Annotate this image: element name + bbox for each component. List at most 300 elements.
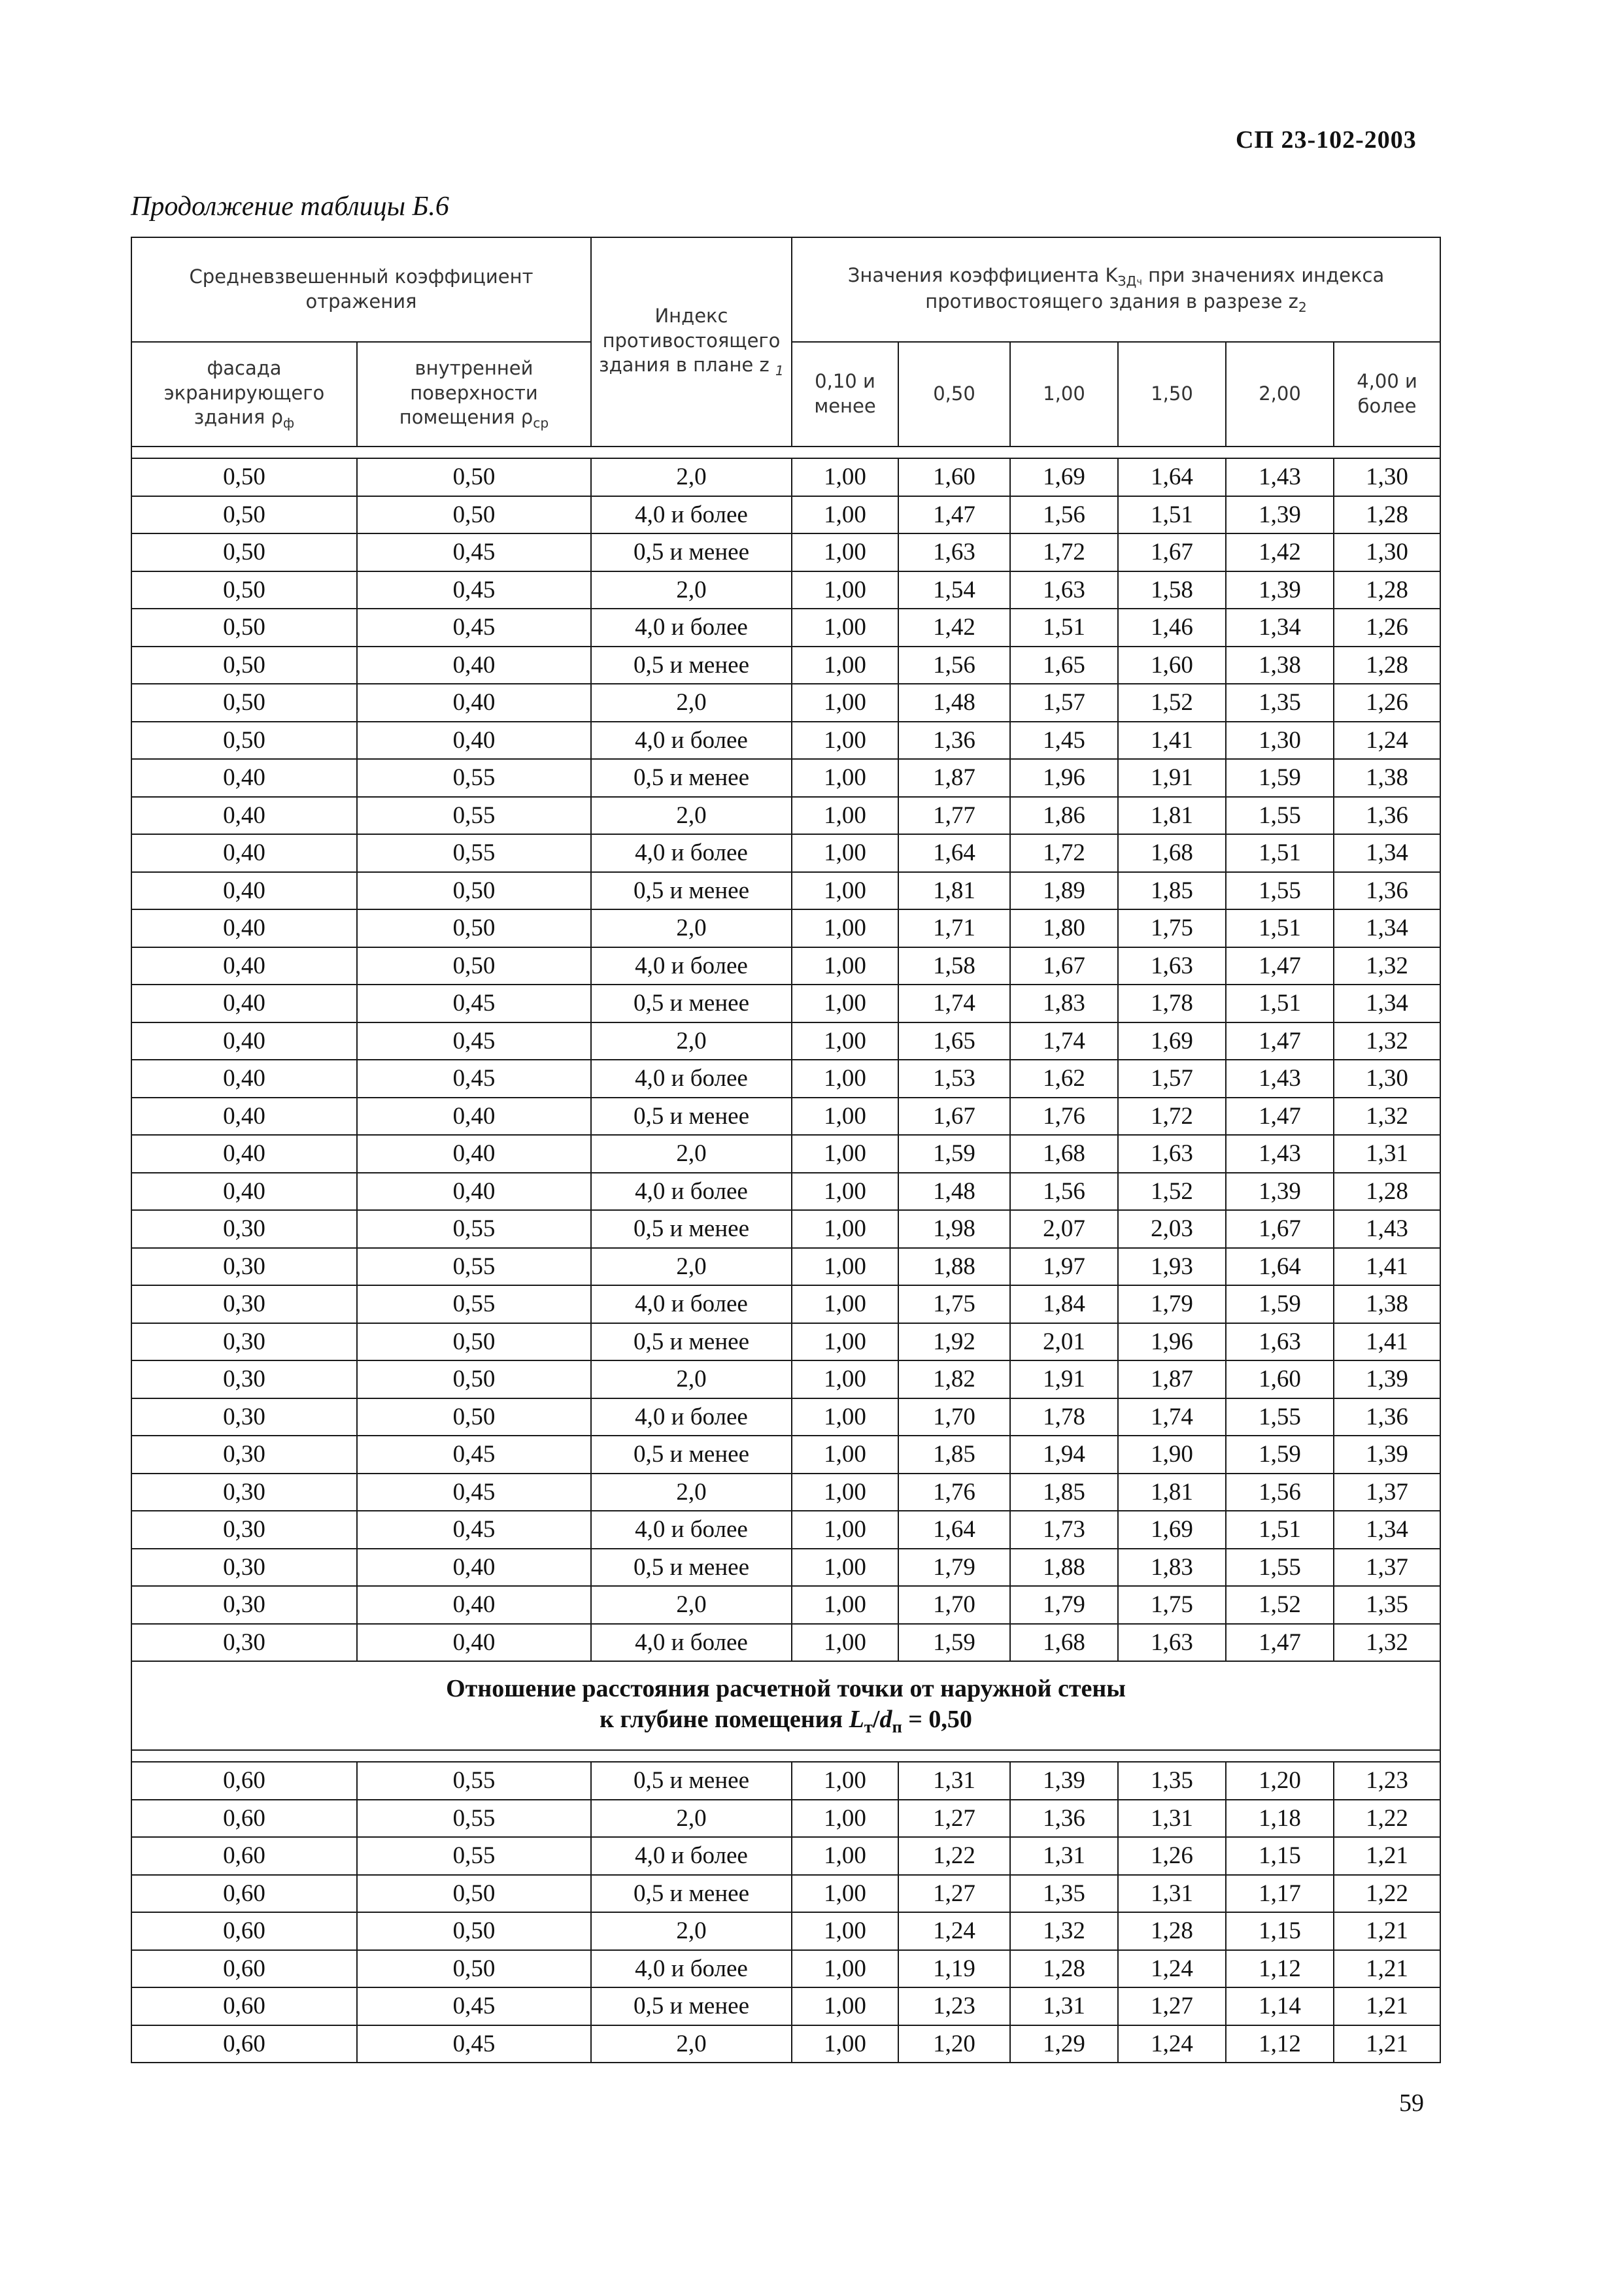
table-cell: 1,43 xyxy=(1226,1060,1334,1098)
table-cell: 1,24 xyxy=(1118,2025,1226,2063)
table-cell: 0,55 xyxy=(357,797,591,835)
table-cell: 1,34 xyxy=(1334,834,1440,872)
table-cell: 1,55 xyxy=(1226,1398,1334,1436)
table-cell: 1,48 xyxy=(898,1173,1010,1211)
table-cell: 1,00 xyxy=(792,1987,898,2025)
table-cell: 1,55 xyxy=(1226,872,1334,910)
table-cell: 1,00 xyxy=(792,909,898,947)
table-cell: 1,36 xyxy=(1334,797,1440,835)
header-interior-reflection: внутренней поверхности помещения $\rho_{ср}$ xyxy=(357,342,591,447)
table-cell: 1,31 xyxy=(1118,1800,1226,1838)
table-cell: 0,30 xyxy=(131,1549,357,1587)
table-cell: 1,64 xyxy=(1226,1248,1334,1286)
table-row xyxy=(131,797,1440,835)
table-cell: 1,65 xyxy=(898,1022,1010,1060)
table-cell: 1,38 xyxy=(1334,1285,1440,1323)
table-cell: 1,47 xyxy=(898,496,1010,534)
table-cell: 1,00 xyxy=(792,1098,898,1136)
table-cell: 0,50 xyxy=(131,609,357,647)
table-cell: 1,72 xyxy=(1118,1098,1226,1136)
table-cell: 0,50 xyxy=(357,872,591,910)
table-cell: 0,45 xyxy=(357,1987,591,2025)
table-row xyxy=(131,1173,1440,1211)
table-cell: 0,50 xyxy=(131,684,357,722)
section-heading-line2: к глубине помещения $L_т/d_п = 0,50$ xyxy=(600,1706,972,1737)
table-cell: 2,0 xyxy=(591,1800,792,1838)
table-cell: 1,32 xyxy=(1334,1624,1440,1662)
table-cell: 0,60 xyxy=(131,1950,357,1988)
table-cell: 1,97 xyxy=(1010,1248,1118,1286)
table-cell: 1,39 xyxy=(1334,1436,1440,1474)
table-cell: 1,00 xyxy=(792,1762,898,1800)
table-cell: 1,51 xyxy=(1226,985,1334,1022)
table-cell: 1,14 xyxy=(1226,1987,1334,2025)
table-cell: 0,40 xyxy=(357,1173,591,1211)
table-row xyxy=(131,1800,1440,1838)
table-cell: 0,55 xyxy=(357,1837,591,1875)
table-row xyxy=(131,1912,1440,1950)
table-cell: 0,55 xyxy=(357,1762,591,1800)
table-cell: 1,00 xyxy=(792,609,898,647)
table-cell: 1,23 xyxy=(1334,1762,1440,1800)
table-cell: 1,63 xyxy=(1118,1135,1226,1173)
table-cell: 0,30 xyxy=(131,1511,357,1549)
table-cell: 1,00 xyxy=(792,496,898,534)
table-row xyxy=(131,909,1440,947)
table-cell: 1,00 xyxy=(792,1624,898,1662)
table-cell: 0,40 xyxy=(357,722,591,760)
table-cell: 1,79 xyxy=(898,1549,1010,1587)
table-cell: 1,30 xyxy=(1226,722,1334,760)
table-cell: 1,30 xyxy=(1334,533,1440,571)
table-cell: 1,53 xyxy=(898,1060,1010,1098)
table-cell: 1,27 xyxy=(1118,1987,1226,2025)
table-cell: 1,78 xyxy=(1010,1398,1118,1436)
table-cell: 1,26 xyxy=(1334,609,1440,647)
table-cell: 0,55 xyxy=(357,759,591,797)
table-cell: 4,0 и более xyxy=(591,722,792,760)
table-cell: 1,31 xyxy=(1010,1987,1118,2025)
table-cell: 1,00 xyxy=(792,834,898,872)
header-index-plan: Индекс противостоящего здания в плане z $_1$ xyxy=(591,237,792,447)
table-cell: 1,36 xyxy=(1334,1398,1440,1436)
table-row xyxy=(131,684,1440,722)
table-cell: 1,55 xyxy=(1226,797,1334,835)
table-cell: 1,51 xyxy=(1226,834,1334,872)
table-cell: 1,00 xyxy=(792,722,898,760)
table-row xyxy=(131,1323,1440,1361)
table-cell: 1,26 xyxy=(1334,684,1440,722)
table-cell: 1,34 xyxy=(1226,609,1334,647)
table-cell: 1,59 xyxy=(1226,1436,1334,1474)
table-cell: 1,28 xyxy=(1334,647,1440,684)
table-row xyxy=(131,985,1440,1022)
header-z2-col-0: 0,10 и менее xyxy=(792,342,898,447)
table-cell: 0,40 xyxy=(131,1060,357,1098)
table-cell: 1,36 xyxy=(1334,872,1440,910)
table-cell: 0,45 xyxy=(357,609,591,647)
table-cell: 4,0 и более xyxy=(591,1624,792,1662)
table-cell: 1,34 xyxy=(1334,909,1440,947)
table-cell: 1,31 xyxy=(1334,1135,1440,1173)
section-heading-line1: Отношение расстояния расчетной точки от наружной стены xyxy=(446,1674,1126,1702)
table-row xyxy=(131,1837,1440,1875)
table-cell: 1,94 xyxy=(1010,1436,1118,1474)
table-cell: 2,01 xyxy=(1010,1323,1118,1361)
table-cell: 0,50 xyxy=(131,647,357,684)
table-cell: 0,50 xyxy=(357,1323,591,1361)
table-row xyxy=(131,1987,1440,2025)
table-cell: 0,50 xyxy=(357,909,591,947)
table-cell: 0,30 xyxy=(131,1436,357,1474)
table-cell: 1,00 xyxy=(792,1875,898,1913)
table-cell: 0,40 xyxy=(131,947,357,985)
table-row xyxy=(131,1360,1440,1398)
table-cell: 1,88 xyxy=(1010,1549,1118,1587)
table-cell: 1,38 xyxy=(1334,759,1440,797)
table-cell: 1,56 xyxy=(1226,1474,1334,1511)
table-cell: 1,31 xyxy=(898,1762,1010,1800)
table-row xyxy=(131,1624,1440,1662)
table-cell: 1,43 xyxy=(1226,1135,1334,1173)
table-cell: 1,72 xyxy=(1010,533,1118,571)
table-cell: 1,79 xyxy=(1118,1285,1226,1323)
table-cell: 2,0 xyxy=(591,1135,792,1173)
table-cell: 1,32 xyxy=(1334,1098,1440,1136)
table-cell: 1,76 xyxy=(898,1474,1010,1511)
table-body xyxy=(131,447,1440,2063)
table-cell: 0,40 xyxy=(131,985,357,1022)
table-cell: 0,30 xyxy=(131,1360,357,1398)
table-cell: 1,92 xyxy=(898,1323,1010,1361)
table-row xyxy=(131,533,1440,571)
table-cell: 1,00 xyxy=(792,872,898,910)
table-cell: 1,63 xyxy=(1118,1624,1226,1662)
table-cell: 0,50 xyxy=(357,1912,591,1950)
table-cell: 1,87 xyxy=(1118,1360,1226,1398)
table-cell: 1,83 xyxy=(1010,985,1118,1022)
table-cell: 1,15 xyxy=(1226,1837,1334,1875)
table-cell: 1,36 xyxy=(1010,1800,1118,1838)
table-cell: 0,40 xyxy=(357,1098,591,1136)
table-cell: 1,00 xyxy=(792,1173,898,1211)
table-cell: 1,58 xyxy=(898,947,1010,985)
table-cell: 4,0 и более xyxy=(591,609,792,647)
table-cell: 0,5 и менее xyxy=(591,533,792,571)
table-cell: 0,5 и менее xyxy=(591,1323,792,1361)
table-cell: 1,81 xyxy=(1118,1474,1226,1511)
table-cell: 1,59 xyxy=(1226,759,1334,797)
header-reflection-group xyxy=(131,237,591,342)
table-cell: 1,75 xyxy=(898,1285,1010,1323)
table-cell: 1,75 xyxy=(1118,909,1226,947)
table-cell: 1,85 xyxy=(1118,872,1226,910)
table-cell: 1,24 xyxy=(1334,722,1440,760)
table-cell: 1,67 xyxy=(1010,947,1118,985)
section-heading-row xyxy=(131,1661,1440,1750)
table-cell: 0,40 xyxy=(357,1586,591,1624)
table-cell: 1,22 xyxy=(898,1837,1010,1875)
table-row xyxy=(131,609,1440,647)
table-cell: 1,24 xyxy=(1118,1950,1226,1988)
table-cell: 0,30 xyxy=(131,1323,357,1361)
table-cell: 4,0 и более xyxy=(591,834,792,872)
table-cell: 4,0 и более xyxy=(591,1060,792,1098)
table-cell: 1,28 xyxy=(1334,571,1440,609)
table-cell: 1,69 xyxy=(1118,1022,1226,1060)
table-cell: 1,00 xyxy=(792,1800,898,1838)
table-cell: 0,5 и менее xyxy=(591,647,792,684)
table-cell: 0,50 xyxy=(357,947,591,985)
table-cell: 0,45 xyxy=(357,571,591,609)
table-cell: 0,50 xyxy=(357,1875,591,1913)
table-cell: 0,40 xyxy=(131,1022,357,1060)
table-cell: 1,60 xyxy=(1118,647,1226,684)
table-cell: 0,40 xyxy=(357,647,591,684)
table-cell: 1,38 xyxy=(1226,647,1334,684)
table-cell: 1,86 xyxy=(1010,797,1118,835)
table-cell: 0,30 xyxy=(131,1586,357,1624)
table-cell: 1,84 xyxy=(1010,1285,1118,1323)
table-cell: 1,42 xyxy=(1226,533,1334,571)
table-cell: 1,51 xyxy=(1010,609,1118,647)
table-cell: 1,43 xyxy=(1226,458,1334,496)
table-cell: 1,28 xyxy=(1010,1950,1118,1988)
table-cell: 0,40 xyxy=(131,759,357,797)
table-cell: 1,34 xyxy=(1334,985,1440,1022)
table-cell: 1,30 xyxy=(1334,1060,1440,1098)
table-cell: 0,50 xyxy=(357,1360,591,1398)
header-z2-col-1: 0,50 xyxy=(898,342,1010,447)
table-cell: 1,87 xyxy=(898,759,1010,797)
table-cell: 1,23 xyxy=(898,1987,1010,2025)
table-cell: 1,85 xyxy=(898,1436,1010,1474)
table-cell: 0,50 xyxy=(357,1950,591,1988)
table-cell: 1,56 xyxy=(1010,1173,1118,1211)
table-cell: 0,5 и менее xyxy=(591,1098,792,1136)
table-cell: 1,74 xyxy=(1118,1398,1226,1436)
table-cell: 1,24 xyxy=(898,1912,1010,1950)
table-cell: 0,50 xyxy=(131,458,357,496)
table-cell: 1,00 xyxy=(792,1511,898,1549)
table-cell: 1,19 xyxy=(898,1950,1010,1988)
table-cell: 0,55 xyxy=(357,1285,591,1323)
table-cell: 1,00 xyxy=(792,1950,898,1988)
table-cell: 1,37 xyxy=(1334,1549,1440,1587)
table-cell: 1,29 xyxy=(1010,2025,1118,2063)
table-cell: 0,45 xyxy=(357,985,591,1022)
table-cell: 1,83 xyxy=(1118,1549,1226,1587)
table-cell: 1,51 xyxy=(1226,909,1334,947)
table-cell: 1,72 xyxy=(1010,834,1118,872)
table-row xyxy=(131,872,1440,910)
header-spacer-row xyxy=(131,447,1440,458)
table-cell: 0,55 xyxy=(357,1248,591,1286)
table-cell: 1,57 xyxy=(1118,1060,1226,1098)
table-cell: 0,40 xyxy=(357,1624,591,1662)
table-cell: 0,5 и менее xyxy=(591,1762,792,1800)
table-cell: 0,40 xyxy=(131,872,357,910)
table-cell: 1,31 xyxy=(1010,1837,1118,1875)
table-cell: 1,47 xyxy=(1226,1022,1334,1060)
table-cell: 1,54 xyxy=(898,571,1010,609)
table-cell: 2,0 xyxy=(591,1912,792,1950)
table-cell: 0,60 xyxy=(131,1762,357,1800)
table-cell: 1,51 xyxy=(1226,1511,1334,1549)
table-cell: 0,40 xyxy=(357,684,591,722)
table-cell: 0,60 xyxy=(131,1800,357,1838)
table-cell: 0,45 xyxy=(357,1060,591,1098)
header-z2-col-2: 1,00 xyxy=(1010,342,1118,447)
table-cell: 4,0 и более xyxy=(591,1511,792,1549)
table-cell: 1,20 xyxy=(1226,1762,1334,1800)
table-cell: 1,52 xyxy=(1118,1173,1226,1211)
table-cell: 1,35 xyxy=(1226,684,1334,722)
table-cell: 1,15 xyxy=(1226,1912,1334,1950)
table-cell: 1,59 xyxy=(898,1135,1010,1173)
table-cell: 0,40 xyxy=(131,1173,357,1211)
table-cell: 0,5 и менее xyxy=(591,872,792,910)
table-cell: 1,56 xyxy=(1010,496,1118,534)
table-cell: 1,64 xyxy=(898,834,1010,872)
table-cell: 1,22 xyxy=(1334,1875,1440,1913)
table-cell: 1,00 xyxy=(792,985,898,1022)
table-cell: 2,0 xyxy=(591,1474,792,1511)
table-cell: 1,47 xyxy=(1226,1098,1334,1136)
table-continuation-title: Продолжение таблицы Б.6 xyxy=(131,192,449,222)
table-row xyxy=(131,834,1440,872)
table-cell: 1,41 xyxy=(1334,1248,1440,1286)
table-cell: 1,00 xyxy=(792,1398,898,1436)
table-cell: 1,59 xyxy=(898,1624,1010,1662)
table-cell: 1,77 xyxy=(898,797,1010,835)
table-cell: 0,5 и менее xyxy=(591,1549,792,1587)
table-row xyxy=(131,571,1440,609)
table-cell: 1,39 xyxy=(1226,496,1334,534)
table-cell: 0,50 xyxy=(131,533,357,571)
table-cell: 4,0 и более xyxy=(591,1950,792,1988)
table-cell: 0,55 xyxy=(357,834,591,872)
table-row xyxy=(131,647,1440,684)
table-cell: 1,00 xyxy=(792,1474,898,1511)
table-row xyxy=(131,1586,1440,1624)
table-cell: 1,56 xyxy=(898,647,1010,684)
table-row xyxy=(131,496,1440,534)
table-cell: 1,00 xyxy=(792,684,898,722)
table-cell: 0,40 xyxy=(131,834,357,872)
table-cell: 1,63 xyxy=(1010,571,1118,609)
table-row xyxy=(131,1285,1440,1323)
table-cell: 1,96 xyxy=(1118,1323,1226,1361)
table-cell: 0,30 xyxy=(131,1285,357,1323)
page-number: 59 xyxy=(1399,2089,1424,2117)
table-row xyxy=(131,1474,1440,1511)
table-cell: 4,0 и более xyxy=(591,1837,792,1875)
table-cell: 0,40 xyxy=(357,1135,591,1173)
table-cell: 0,40 xyxy=(357,1549,591,1587)
table-row xyxy=(131,1210,1440,1248)
table-cell: 1,60 xyxy=(1226,1360,1334,1398)
table-cell: 1,00 xyxy=(792,759,898,797)
table-cell: 0,50 xyxy=(357,496,591,534)
table-cell: 1,28 xyxy=(1334,496,1440,534)
table-cell: 0,50 xyxy=(357,458,591,496)
table-cell: 1,85 xyxy=(1010,1474,1118,1511)
header-z2-col-5: 4,00 и более xyxy=(1334,342,1440,447)
table-cell: 1,67 xyxy=(898,1098,1010,1136)
table-cell: 0,5 и менее xyxy=(591,1436,792,1474)
header-z2-col-4: 2,00 xyxy=(1226,342,1334,447)
table-cell: 4,0 и более xyxy=(591,496,792,534)
table-cell: 1,67 xyxy=(1118,533,1226,571)
table-cell: 0,5 и менее xyxy=(591,759,792,797)
table-cell: 1,68 xyxy=(1010,1624,1118,1662)
table-cell: 0,55 xyxy=(357,1210,591,1248)
table-row xyxy=(131,1511,1440,1549)
table-cell: 1,00 xyxy=(792,1912,898,1950)
table-cell: 0,45 xyxy=(357,1436,591,1474)
table-row xyxy=(131,1436,1440,1474)
table-cell: 1,36 xyxy=(898,722,1010,760)
table-cell: 0,30 xyxy=(131,1474,357,1511)
table-cell: 1,75 xyxy=(1118,1586,1226,1624)
table-cell: 0,45 xyxy=(357,533,591,571)
table-cell: 1,21 xyxy=(1334,1837,1440,1875)
table-cell: 0,40 xyxy=(131,909,357,947)
table-cell: 0,60 xyxy=(131,1875,357,1913)
table-cell: 1,37 xyxy=(1334,1474,1440,1511)
table-cell: 1,58 xyxy=(1118,571,1226,609)
table-cell: 1,69 xyxy=(1010,458,1118,496)
table-row xyxy=(131,1022,1440,1060)
table-cell: 1,00 xyxy=(792,1586,898,1624)
header-z2-col-3: 1,50 xyxy=(1118,342,1226,447)
table-cell: 1,21 xyxy=(1334,1912,1440,1950)
table-cell: 0,45 xyxy=(357,1474,591,1511)
table-cell: 1,52 xyxy=(1118,684,1226,722)
table-cell: 1,32 xyxy=(1334,947,1440,985)
table-cell: 0,5 и менее xyxy=(591,1210,792,1248)
table-cell: 2,0 xyxy=(591,458,792,496)
table-cell: 1,74 xyxy=(1010,1022,1118,1060)
table-cell: 2,07 xyxy=(1010,1210,1118,1248)
header-values-group: Значения коэффициента $K_{ЗДч}$ при значениях индекса противостоящего здания в разрезе $z_2$ xyxy=(792,237,1440,342)
table-cell: 2,0 xyxy=(591,571,792,609)
table-cell: 2,0 xyxy=(591,1360,792,1398)
table-cell: 1,63 xyxy=(1118,947,1226,985)
table-cell: 1,00 xyxy=(792,1549,898,1587)
table-cell: 1,18 xyxy=(1226,1800,1334,1838)
table-cell: 1,68 xyxy=(1118,834,1226,872)
table-cell: 1,91 xyxy=(1010,1360,1118,1398)
table-cell: 1,91 xyxy=(1118,759,1226,797)
table-cell: 0,45 xyxy=(357,1511,591,1549)
table-cell: 0,40 xyxy=(131,1135,357,1173)
table-cell: 1,22 xyxy=(1334,1800,1440,1838)
table-cell: 1,35 xyxy=(1334,1586,1440,1624)
table-cell: 4,0 и более xyxy=(591,1173,792,1211)
table-cell: 1,63 xyxy=(1226,1323,1334,1361)
table-cell: 1,96 xyxy=(1010,759,1118,797)
table-cell: 1,98 xyxy=(898,1210,1010,1248)
table-cell: 1,35 xyxy=(1010,1875,1118,1913)
section-spacer-row xyxy=(131,1750,1440,1762)
table-cell: 1,74 xyxy=(898,985,1010,1022)
table-cell: 1,81 xyxy=(1118,797,1226,835)
table-cell: 0,40 xyxy=(131,797,357,835)
table-cell: 0,50 xyxy=(131,496,357,534)
table-cell: 2,03 xyxy=(1118,1210,1226,1248)
